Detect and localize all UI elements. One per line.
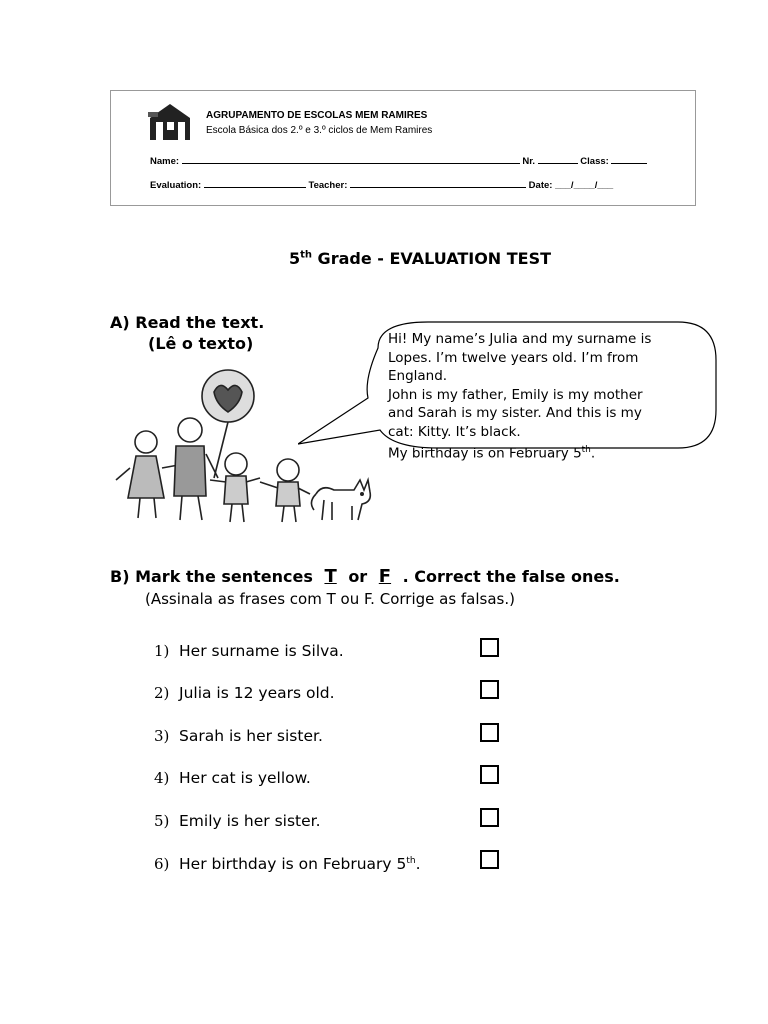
nr-label: Nr. <box>522 156 536 167</box>
bubble-line: Hi! My name’s Julia and my surname is <box>388 331 652 347</box>
bubble-text <box>388 330 708 463</box>
list-item: 6) Her birthday is on February 5th. <box>154 855 421 873</box>
evaluation-label: Evaluation: <box>150 180 202 191</box>
name-label: Name: <box>150 156 180 167</box>
checkbox-6[interactable] <box>480 850 499 869</box>
checkbox-3[interactable] <box>480 723 499 742</box>
nr-field[interactable] <box>538 154 578 164</box>
checkbox-2[interactable] <box>480 680 499 699</box>
t-letter: T <box>324 566 337 587</box>
teacher-label: Teacher: <box>308 180 348 191</box>
bubble-line: Lopes. I’m twelve years old. I’m from <box>388 349 639 366</box>
bubble-line: John is my father, Emily is my mother <box>388 386 643 403</box>
school-logo <box>146 100 194 142</box>
list-item: 2) Julia is 12 years old. <box>154 684 335 702</box>
school-name: AGRUPAMENTO DE ESCOLAS MEM RAMIRES <box>206 110 428 121</box>
school-subtitle: Escola Básica dos 2.º e 3.º ciclos de Mem Ramires <box>206 125 433 136</box>
section-a-heading: A) Read the text. <box>110 313 265 332</box>
checkbox-1[interactable] <box>480 638 499 657</box>
bubble-line: cat: Kitty. It’s black. <box>388 423 521 440</box>
page-title: 5th Grade - EVALUATION TEST <box>288 249 552 268</box>
evaluation-field[interactable] <box>204 178 306 188</box>
list-item: 4) Her cat is yellow. <box>154 769 311 787</box>
bubble-line: England. <box>388 368 448 384</box>
bubble-line: and Sarah is my sister. And this is my <box>388 405 642 421</box>
bubble-birthday-line: My birthday is on February 5th. <box>388 445 596 462</box>
name-row <box>150 154 647 167</box>
date-label: Date: <box>528 180 553 191</box>
family-drawing <box>110 368 380 533</box>
section-b-heading: B) Mark the sentences T or F . Correct the false ones. <box>110 566 620 587</box>
date-field[interactable]: ___/____/___ <box>555 180 614 191</box>
f-letter: F <box>378 566 392 587</box>
checkbox-5[interactable] <box>480 808 499 827</box>
evaluation-row <box>150 178 613 191</box>
list-item: 5) Emily is her sister. <box>154 812 321 830</box>
section-b-subheading: (Assinala as frases com T ou F. Corrige as falsas.) <box>145 590 515 608</box>
name-field[interactable] <box>182 154 520 164</box>
class-field[interactable] <box>611 154 647 164</box>
list-item: 3) Sarah is her sister. <box>154 727 323 745</box>
teacher-field[interactable] <box>350 178 526 188</box>
list-item: 1) Her surname is Silva. <box>154 642 344 660</box>
class-label: Class: <box>580 156 609 167</box>
section-a-subheading: (Lê o texto) <box>148 334 254 353</box>
checkbox-4[interactable] <box>480 765 499 784</box>
